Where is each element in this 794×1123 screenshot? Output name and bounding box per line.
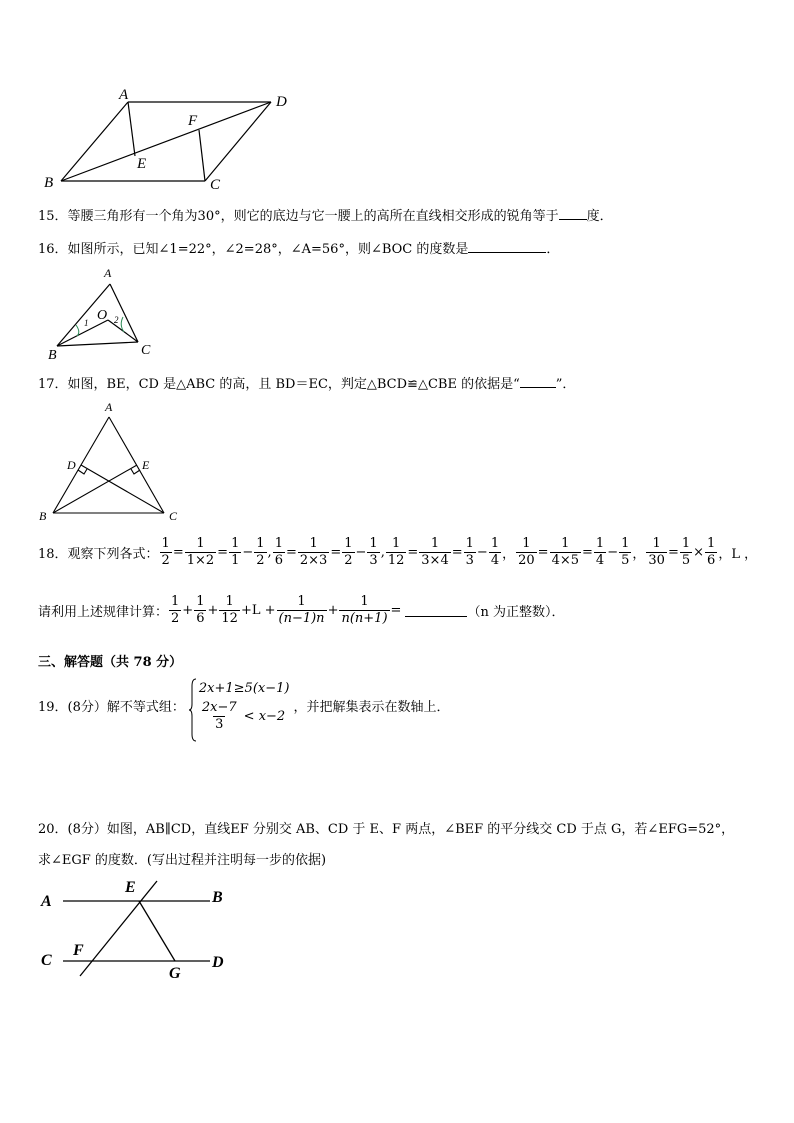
- question-20-line1: 20．(8分）如图，AB∥CD，直线EF 分别交 AB、CD 于 E、F 两点，∠BEF 的平分线交 CD 于点 G，若∠EFG=52°，: [38, 822, 735, 837]
- label-c: C: [141, 343, 151, 358]
- fraction: $\frac{1}{2}$: [256, 536, 265, 568]
- fraction: $\frac{1}{6}$: [196, 594, 205, 626]
- fraction: $\frac{1}{20}$: [518, 536, 535, 568]
- edge-ac: [110, 284, 138, 342]
- question-18-tail: ，L ，: [718, 547, 758, 562]
- question-18-line1: 18．观察下列各式： $\frac{1}{2}$ = $\frac{1}{1\times 2}$ = $\frac{1}{1}$ − $\frac{1}{2}$ , $\frac{1}{6}$ = $\frac{1}{2\times 3}$ = $\frac{1}{2}$ − $\frac{1}{3}$ , $\frac{1}{12}$ = $\frac{1}{3\times 4}$ = $\frac{1}{3}$ − $\frac{1}{4}$ ， $\frac{1}{20}$ = $\frac{1}{4\times 5}$ = $\frac{1}{4}$ − $\frac{1}{5}$ ， $\frac{1}{30}$ = $\frac{1}{5}$ × $\frac{1}{6}$ ，L ，: [38, 536, 758, 568]
- altitude-be: [53, 465, 137, 513]
- label-e: E: [125, 879, 136, 896]
- label-b: B: [44, 175, 54, 191]
- question-18-line2: 请利用上述规律计算： $\frac{1}{2}$ + $\frac{1}{6}$ + $\frac{1}{12}$ +L + $\frac{1}{(n-1)n}$ + $\frac{1}{n(n+1)}$ = （n 为正整数）．: [38, 594, 565, 626]
- altitude-cd: [81, 465, 164, 513]
- fraction: $\frac{1}{6}$: [707, 536, 716, 568]
- angle-1-arc: [76, 325, 79, 336]
- question-15-text: 15．等腰三角形有一个角为30°，则它的底边与它一腰上的高所在直线相交形成的锐角等于: [38, 209, 559, 224]
- fraction: $\frac{1}{3}$: [369, 536, 378, 568]
- answer-blank-17[interactable]: [520, 375, 556, 388]
- inequality-system: [189, 678, 290, 733]
- question-16: [38, 240, 559, 258]
- figure-triangle-altitudes: [35, 398, 185, 528]
- fraction: $\frac{1}{2}$: [171, 594, 180, 626]
- segment-ae: [128, 102, 135, 156]
- label-b: B: [39, 509, 47, 523]
- label-d: D: [212, 954, 224, 971]
- fraction: $\frac{1}{2\times 3}$: [299, 536, 328, 568]
- brace-icon: [189, 678, 197, 742]
- fraction: $\frac{1}{5}$: [621, 536, 630, 568]
- question-18-line2-prefix: 请利用上述规律计算：: [38, 605, 169, 620]
- question-15: [38, 207, 613, 225]
- right-angle-d: [78, 469, 87, 474]
- label-a: A: [119, 87, 129, 103]
- label-e: E: [137, 156, 147, 172]
- diagonal-bd: [61, 102, 271, 181]
- ellipsis-plus: +L +: [240, 603, 276, 618]
- fraction: $\frac{1}{2}$: [161, 536, 170, 568]
- fraction: $\frac{1}{12}$: [387, 536, 405, 568]
- label-c: C: [41, 952, 52, 969]
- question-16-text: 16．如图所示，已知∠1=22°，∠2=28°，∠A=56°，则∠BOC 的度数是: [38, 242, 469, 257]
- label-angle-2: 2: [114, 315, 119, 325]
- answer-blank-16[interactable]: [468, 240, 546, 253]
- label-a: A: [41, 893, 52, 910]
- fraction: $\frac{1}{4}$: [490, 536, 500, 568]
- fraction: $\frac{1}{5}$: [681, 536, 691, 568]
- question-17-tail: ”．: [555, 377, 576, 392]
- inequality-1: 2x+1≥5(x−1): [198, 681, 290, 696]
- question-17: [38, 375, 575, 393]
- label-d: D: [67, 458, 76, 472]
- question-19-tail: ，并把解集表示在数轴上．: [293, 700, 450, 715]
- label-c: C: [169, 509, 178, 523]
- fraction: $\frac{1}{30}$: [648, 536, 665, 568]
- question-15-tail: 度．: [586, 209, 613, 224]
- fraction: $\frac{1}{3\times 4}$: [421, 536, 449, 568]
- answer-blank-15[interactable]: [559, 207, 587, 220]
- fraction: $\frac{2x-7}{3}$: [201, 700, 237, 732]
- label-a: A: [105, 400, 113, 414]
- fraction: $\frac{1}{1\times 2}$: [186, 536, 215, 568]
- fraction: $\frac{1}{2}$: [344, 536, 353, 568]
- question-20-line2: 求∠EGF 的度数．(写出过程并注明每一步的依据): [38, 853, 327, 868]
- question-16-tail: ．: [546, 242, 560, 257]
- fraction: $\frac{1}{n(n+1)}$: [341, 594, 388, 626]
- fraction: $\frac{1}{12}$: [221, 594, 238, 626]
- label-f: F: [188, 113, 198, 129]
- section-title: 三、解答题（共 78 分）: [38, 655, 183, 670]
- question-18-prefix: 18．观察下列各式：: [38, 547, 159, 562]
- label-d: D: [276, 94, 287, 110]
- figure-parallelogram: [40, 85, 310, 195]
- question-19: [38, 678, 449, 733]
- figure-parallel-lines: [35, 875, 245, 985]
- fraction: $\frac{1}{6}$: [274, 536, 283, 568]
- segment-cf: [199, 130, 205, 181]
- answer-blank-18[interactable]: [405, 604, 467, 617]
- fraction: $\frac{1}{3}$: [465, 536, 474, 568]
- figure-triangle-boc: [45, 262, 165, 362]
- label-a: A: [104, 266, 112, 280]
- label-g: G: [169, 965, 181, 982]
- label-b: B: [212, 889, 223, 906]
- edge-bc: [57, 342, 138, 346]
- segment-eg: [139, 901, 175, 961]
- label-b: B: [48, 348, 57, 362]
- label-angle-1: 1: [84, 318, 89, 328]
- fraction: $\frac{1}{1}$: [231, 536, 240, 568]
- segment-bo: [57, 320, 108, 346]
- question-19-prefix: 19．(8分）解不等式组：: [38, 700, 185, 715]
- line-ef: [80, 881, 157, 976]
- label-e: E: [142, 458, 150, 472]
- question-17-text: 17．如图，BE，CD 是△ABC 的高，且 BD＝EC，判定△BCD≌△CBE 的依据是“: [38, 377, 520, 392]
- label-f: F: [73, 942, 84, 959]
- edge-ab: [61, 102, 128, 181]
- question-18-note: （n 为正整数）．: [467, 605, 565, 620]
- fraction: $\frac{1}{(n-1)n}$: [278, 594, 325, 626]
- fraction: $\frac{1}{4\times 5}$: [551, 536, 579, 568]
- label-c: C: [210, 177, 221, 193]
- fraction: $\frac{1}{4}$: [595, 536, 605, 568]
- inequality-2-rhs: < x−2: [243, 709, 286, 724]
- label-o: O: [97, 308, 108, 323]
